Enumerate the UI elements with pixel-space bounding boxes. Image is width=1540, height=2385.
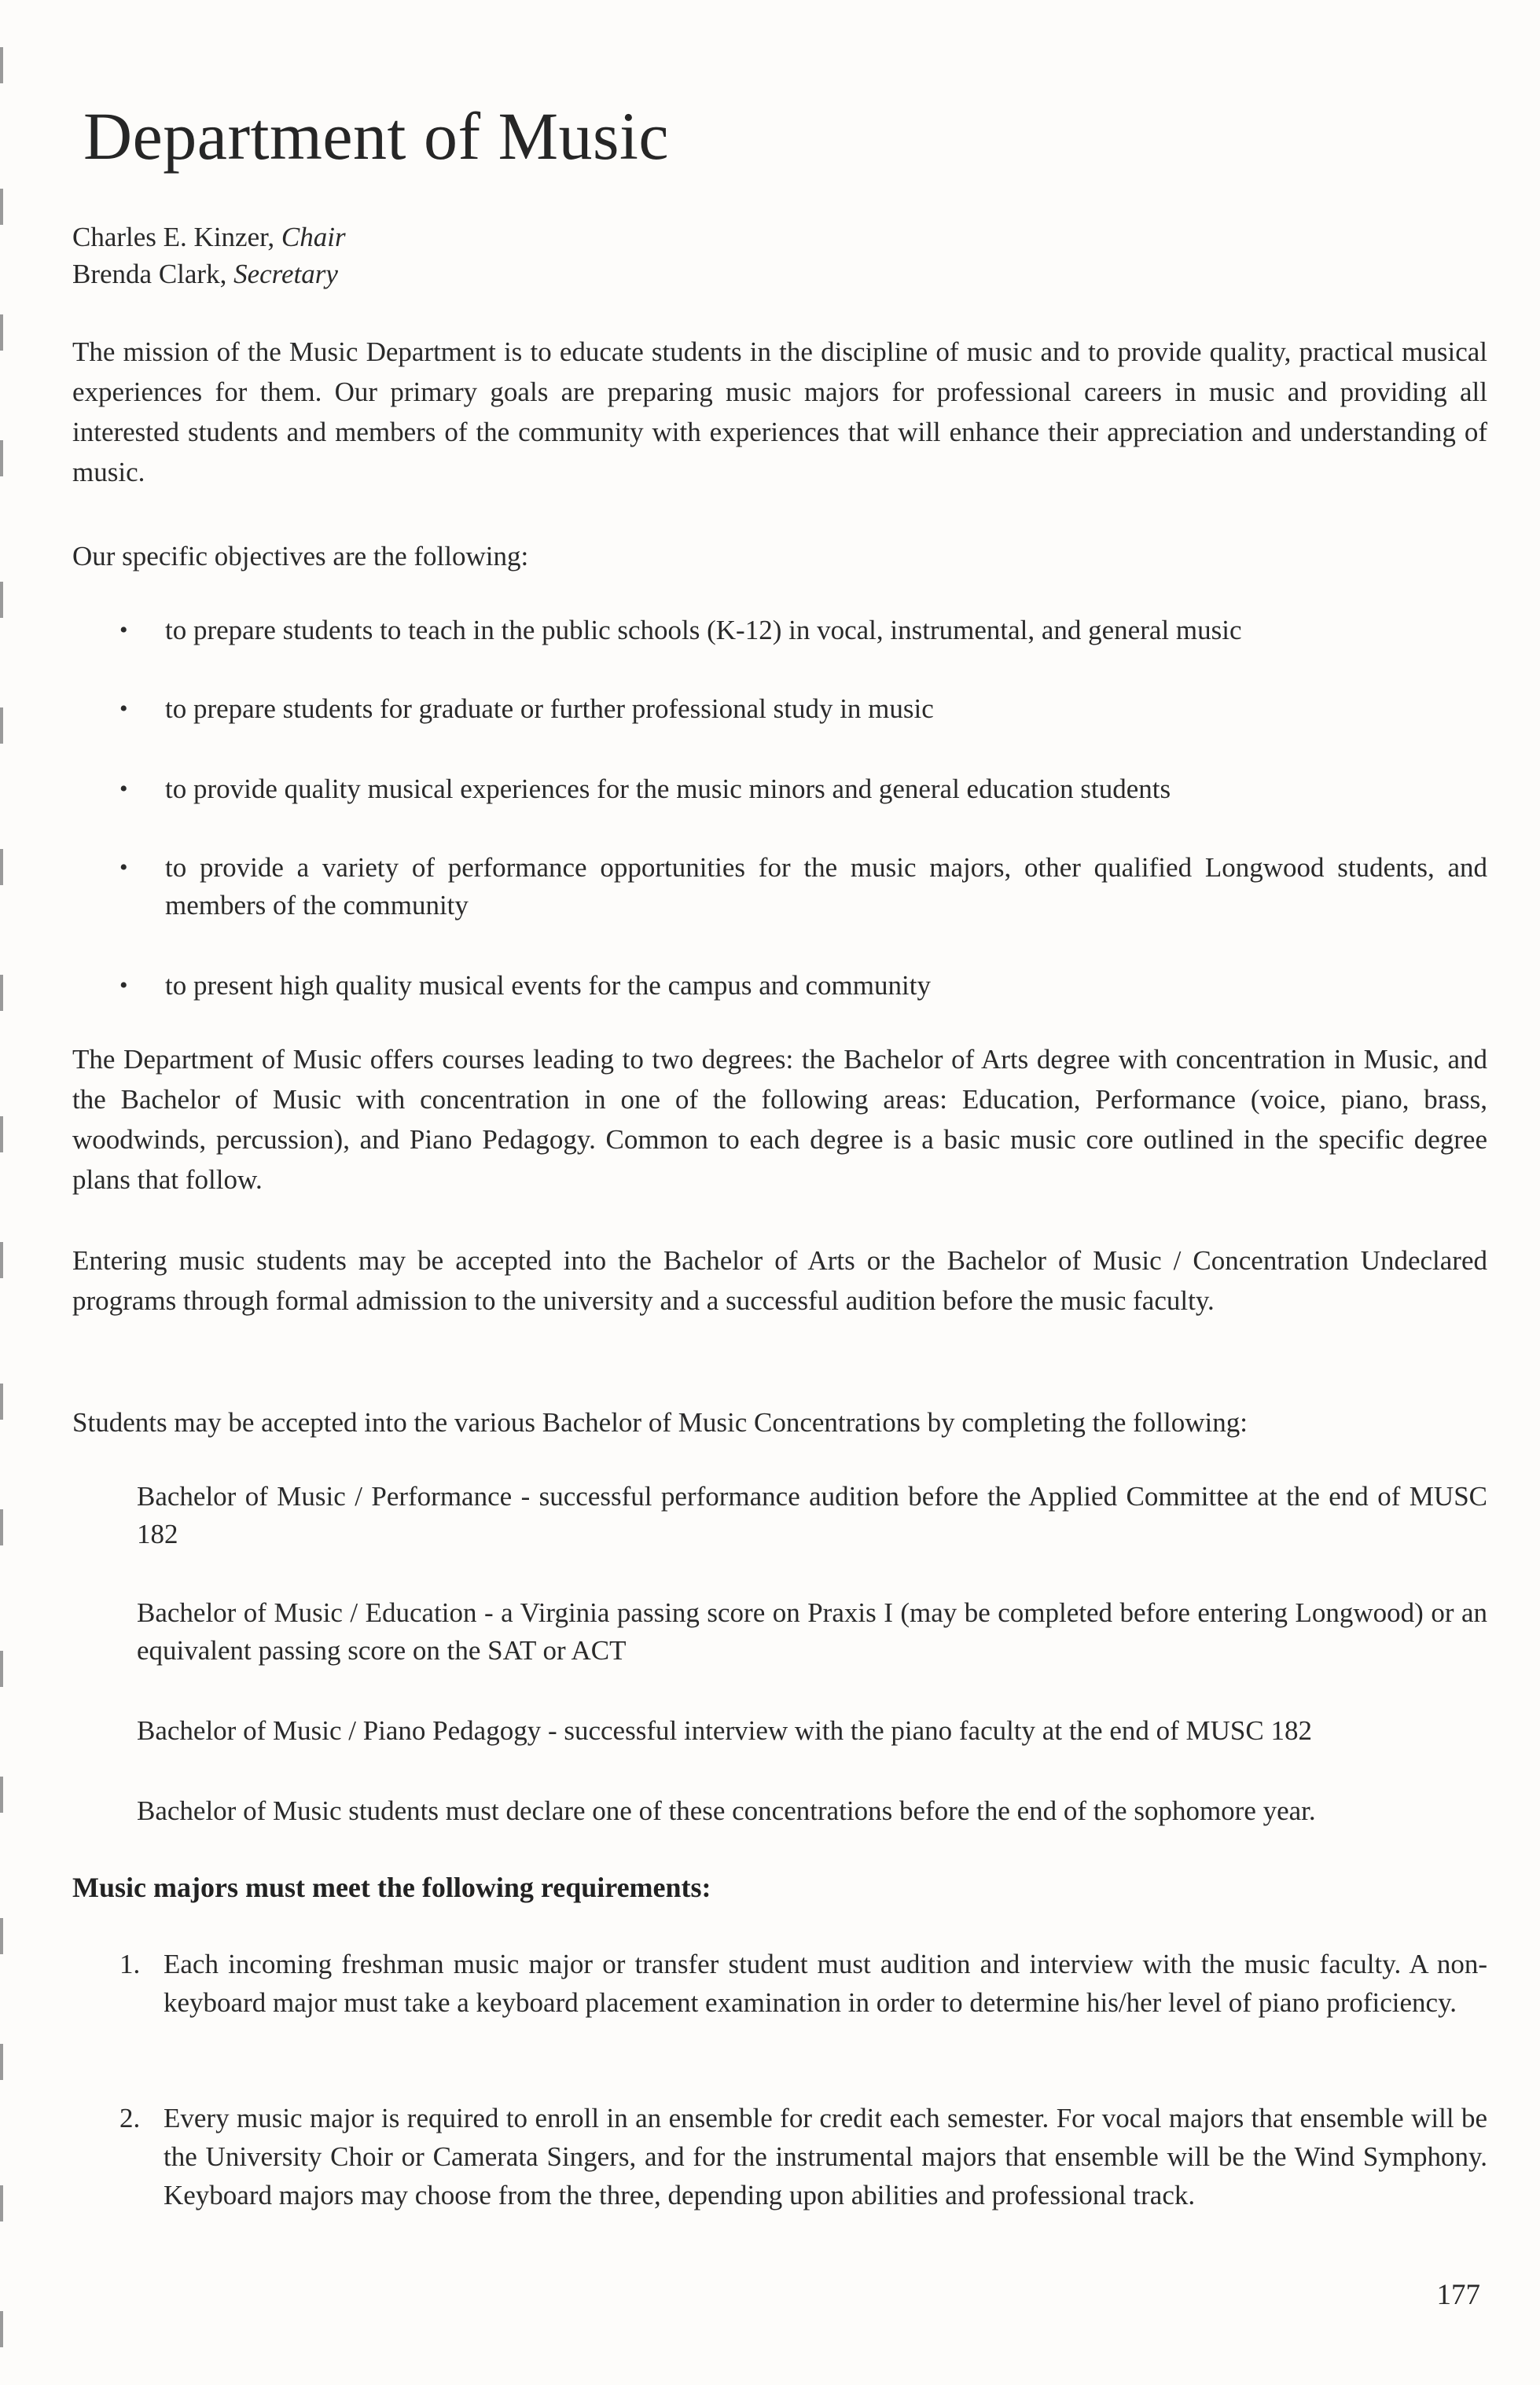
list-item: • to prepare students to teach in the public schools (K-12) in vocal, instrumental, and general music [119, 612, 1487, 649]
page-edge-mark [0, 1384, 3, 1420]
bullet-icon: • [119, 972, 128, 998]
concentration-performance: Bachelor of Music / Performance - successful performance audition before the Applied Committee at the end of MUSC 182 [137, 1481, 1487, 1549]
page-edge-mark [0, 1918, 3, 1954]
page-number: 177 [1436, 2279, 1480, 2311]
page-edge-mark [0, 2185, 3, 2221]
list-item: • to provide a variety of performance opportunities for the music majors, other qualified Longwood students, and members of the community [119, 849, 1487, 924]
concentrations-intro: Students may be accepted into the various Bachelor of Music Concentrations by completing the following: [72, 1407, 1248, 1438]
staff-role: Chair [281, 222, 346, 252]
concentration-piano-pedagogy: Bachelor of Music / Piano Pedagogy - successful interview with the piano faculty at the end of MUSC 182 [137, 1715, 1312, 1746]
page-edge-mark [0, 2311, 3, 2347]
staff-name: Charles E. Kinzer, [72, 222, 281, 252]
page-edge-mark [0, 1777, 3, 1813]
staff-role: Secretary [233, 259, 338, 289]
bullet-icon: • [119, 696, 128, 722]
item-number: 2. [119, 2103, 141, 2133]
page-edge-mark [0, 2044, 3, 2080]
bullet-icon: • [119, 776, 128, 802]
item-text: Each incoming freshman music major or transfer student must audition and interview with the music faculty. A non-keyboard major must take a keyboard placement examination in order to determine his/her level of piano proficiency. [164, 1949, 1487, 2018]
page-edge-mark [0, 975, 3, 1011]
item-text: Every music major is required to enroll in an ensemble for credit each semester. For vocal majors that ensemble will be the University Choir or Camerata Singers, and for the instrumental majors that ensemble will be the Wind Symphony. Keyboard majors may choose from the three, depending upon abilities and professional track. [164, 2103, 1487, 2210]
page-title: Department of Music [83, 98, 670, 174]
page-edge-mark [0, 582, 3, 618]
staff-chair [72, 219, 346, 255]
entering-paragraph: Entering music students may be accepted into the Bachelor of Arts or the Bachelor of Music / Concentration Undeclared programs through formal admission to the university and a successful audition before the music faculty. [72, 1245, 1487, 1316]
requirements-heading: Music majors must meet the following requirements: [72, 1872, 711, 1903]
concentration-education: Bachelor of Music / Education - a Virginia passing score on Praxis I (may be completed before entering Longwood) or an equivalent passing score on the SAT or ACT [137, 1597, 1487, 1666]
requirement-item [119, 1945, 1487, 2022]
concentration-declaration-note: Bachelor of Music students must declare one of these concentrations before the end of the sophomore year. [137, 1795, 1316, 1826]
degrees-paragraph: The Department of Music offers courses leading to two degrees: the Bachelor of Arts degree with concentration in Music, and the Bachelor of Music with concentration in one of the following areas: Education, Performance (voice, piano, brass, woodwinds, percussion), and Piano Pedagogy. Common to each degree is a basic music core outlined in the specific degree plans that follow. [72, 1044, 1487, 1195]
list-item: • to present high quality musical events for the campus and community [119, 967, 1487, 1005]
page-edge-mark [0, 440, 3, 476]
list-item: • to provide quality musical experiences for the music minors and general education students [119, 770, 1487, 808]
staff-name: Brenda Clark, [72, 259, 234, 289]
staff-list [72, 219, 346, 292]
page-edge-mark [0, 1651, 3, 1687]
page-edge-mark [0, 314, 3, 351]
bullet-icon: • [119, 617, 128, 643]
item-number: 1. [119, 1949, 141, 1979]
page-edge-mark [0, 1509, 3, 1545]
page-edge-mark [0, 189, 3, 225]
page-edge-mark [0, 707, 3, 744]
page-edge-mark [0, 47, 3, 83]
requirement-item [119, 2099, 1487, 2214]
page-edge-mark [0, 1116, 3, 1152]
page-edge-mark [0, 1242, 3, 1278]
mission-paragraph: The mission of the Music Department is to educate students in the discipline of music and to provide quality, practical musical experiences for them. Our primary goals are preparing music majors for professional careers in music and providing all interested students and members of the community with experiences that will enhance their appreciation and understanding of music. [72, 336, 1487, 487]
page-edge-mark [0, 849, 3, 885]
bullet-icon: • [119, 854, 128, 880]
staff-secretary [72, 255, 346, 292]
objectives-intro: Our specific objectives are the following: [72, 541, 529, 571]
list-item: • to prepare students for graduate or further professional study in music [119, 690, 1487, 728]
